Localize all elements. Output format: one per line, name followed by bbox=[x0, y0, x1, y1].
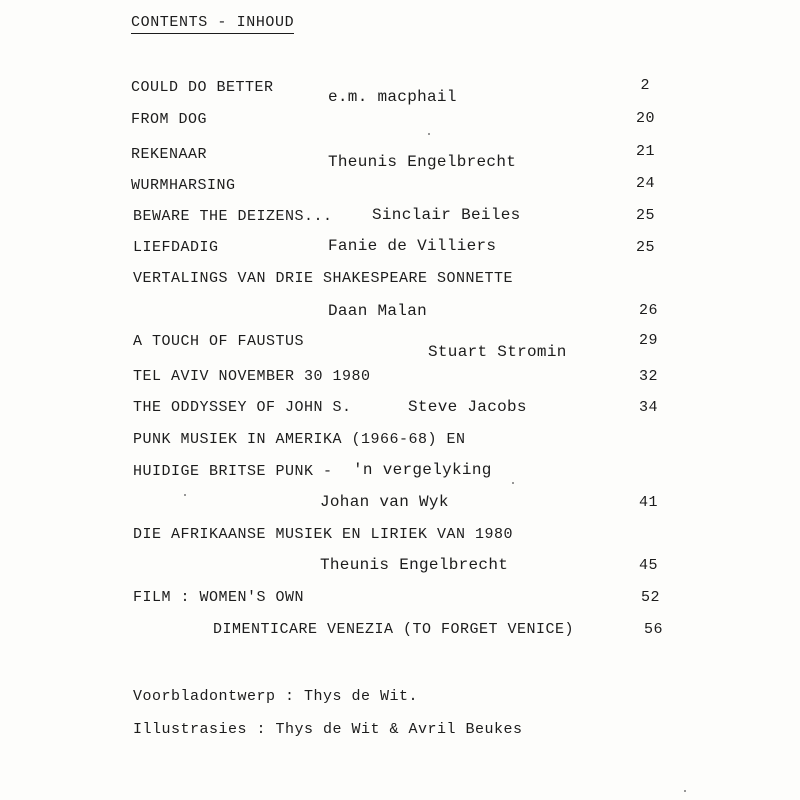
entry-page: 25 bbox=[635, 239, 655, 256]
entry-page: 24 bbox=[635, 175, 655, 192]
entry-page: 2 bbox=[640, 77, 650, 94]
scan-speck bbox=[684, 790, 686, 792]
scan-speck bbox=[428, 133, 430, 135]
entry-title: DIMENTICARE VENEZIA (TO FORGET VENICE) bbox=[213, 621, 575, 638]
entry-author: Sinclair Beiles bbox=[372, 206, 521, 224]
entry-page: 32 bbox=[638, 368, 658, 385]
cover-credit: Voorbladontwerp : Thys de Wit. bbox=[133, 688, 419, 705]
entry-title-line1: PUNK MUSIEK IN AMERIKA (1966-68) EN bbox=[133, 431, 466, 448]
entry-author: Theunis Engelbrecht bbox=[328, 153, 517, 171]
entry-page: 29 bbox=[638, 332, 658, 349]
scan-speck bbox=[512, 482, 514, 484]
entry-title-line2: HUIDIGE BRITSE PUNK - bbox=[133, 463, 333, 480]
entry-author: Steve Jacobs bbox=[408, 398, 527, 416]
entry-page: 34 bbox=[638, 399, 658, 416]
scan-speck bbox=[184, 494, 186, 496]
entry-title: REKENAAR bbox=[131, 146, 208, 163]
illustrations-credit: Illustrasies : Thys de Wit & Avril Beukes bbox=[133, 721, 523, 738]
entry-page: 52 bbox=[640, 589, 660, 606]
entry-page: 41 bbox=[638, 494, 658, 511]
entry-page: 20 bbox=[635, 110, 655, 127]
entry-author: Daan Malan bbox=[328, 302, 428, 320]
entry-title: BEWARE THE DEIZENS... bbox=[133, 208, 333, 225]
entry-page: 25 bbox=[635, 207, 655, 224]
entry-author: Stuart Stromin bbox=[428, 343, 567, 361]
entry-title: VERTALINGS VAN DRIE SHAKESPEARE SONNETTE bbox=[133, 270, 514, 287]
entry-title: A TOUCH OF FAUSTUS bbox=[133, 333, 305, 350]
entry-page: 56 bbox=[643, 621, 663, 638]
page-heading: CONTENTS - INHOUD bbox=[131, 14, 294, 34]
entry-author: e.m. macphail bbox=[328, 88, 457, 106]
entry-title: TEL AVIV NOVEMBER 30 1980 bbox=[133, 368, 371, 385]
entry-title: FILM : WOMEN'S OWN bbox=[133, 589, 305, 606]
entry-title: THE ODDYSSEY OF JOHN S. bbox=[133, 399, 352, 416]
entry-title-suffix: 'n vergelyking bbox=[353, 461, 492, 479]
entry-title: FROM DOG bbox=[131, 111, 208, 128]
entry-page: 26 bbox=[638, 302, 658, 319]
entry-title: COULD DO BETTER bbox=[131, 79, 274, 96]
entry-author: Theunis Engelbrecht bbox=[320, 556, 509, 574]
entry-author: Fanie de Villiers bbox=[328, 237, 497, 255]
entry-author: Johan van Wyk bbox=[320, 493, 449, 511]
entry-page: 21 bbox=[635, 143, 655, 160]
entry-title: WURMHARSING bbox=[131, 177, 236, 194]
entry-title: LIEFDADIG bbox=[133, 239, 219, 256]
entry-title: DIE AFRIKAANSE MUSIEK EN LIRIEK VAN 1980 bbox=[133, 526, 514, 543]
entry-page: 45 bbox=[638, 557, 658, 574]
